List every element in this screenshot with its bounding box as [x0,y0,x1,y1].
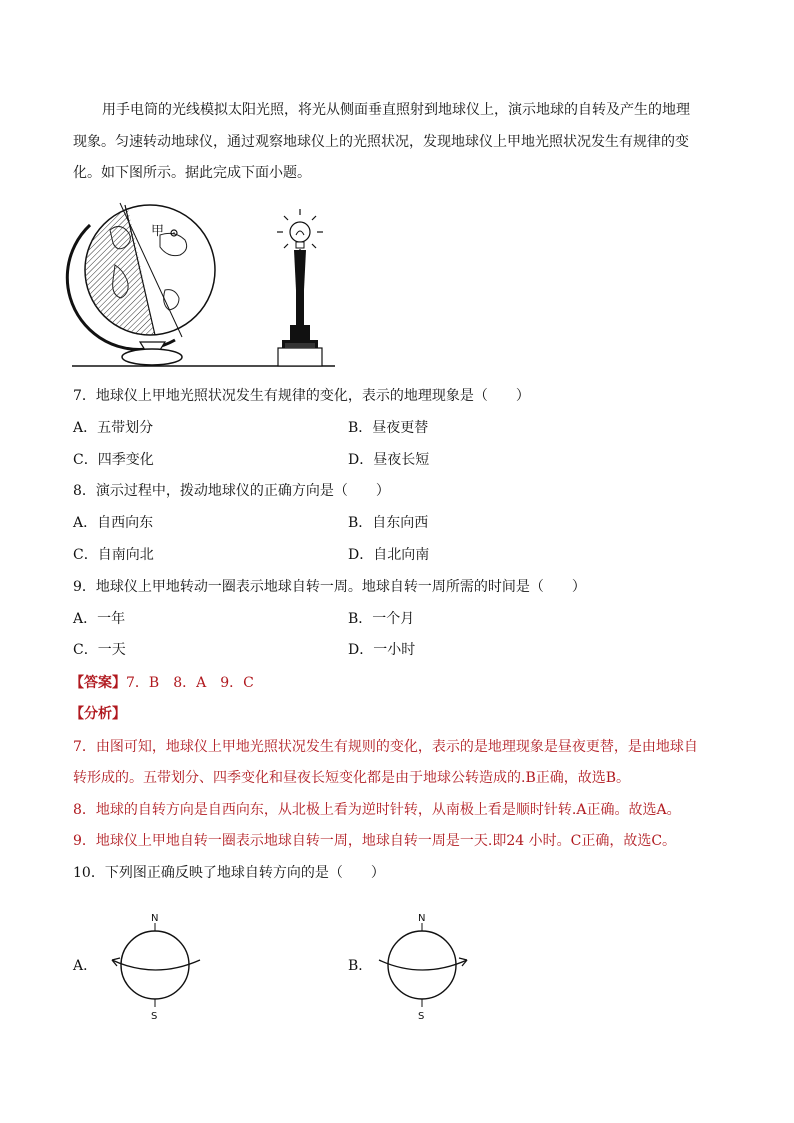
q10-option-a-label: A． [73,958,98,974]
globe-label: 甲 [151,224,165,239]
q8-option-c: C．自南向北 [73,547,154,563]
q7-option-d: D．昼夜长短 [348,452,430,468]
globe-flashlight-figure [70,195,340,370]
south-label: S [151,1011,158,1022]
q9-stem: 9．地球仪上甲地转动一圈表示地球自转一周。地球自转一周所需的时间是（ ） [73,579,586,595]
analysis-line-4: 9．地球仪上甲地自转一圈表示地球自转一周，地球自转一周是一天.即24 小时。C正确，故选C。 [73,833,677,849]
q7-option-b: B．昼夜更替 [348,420,429,436]
q10-stem: 10．下列图正确反映了地球自转方向的是（ ） [73,865,385,881]
q10-option-b-diagram [367,905,487,1025]
answer-line [70,673,254,693]
q10-option-b-label: B． [348,958,373,974]
globe-base [122,349,182,365]
analysis-line-3: 8．地球的自转方向是自西向东，从北极上看为逆时针转，从南极上看是顺时针转.A正确。故选A。 [73,802,681,818]
analysis-line-2: 转形成的。五带划分、四季变化和昼夜长短变化都是由于地球公转造成的.B正确，故选B。 [73,770,631,786]
q7-stem: 7．地球仪上甲地光照状况发生有规律的变化，表示的地理现象是（ ） [73,388,530,404]
intro-line-3: 化。如下图所示。据此完成下面小题。 [73,165,311,181]
north-label: N [418,913,426,924]
intro-line-1: 用手电筒的光线模拟太阳光照，将光从侧面垂直照射到地球仪上，演示地球的自转及产生的地理 [102,102,690,118]
q10-option-a-diagram [100,905,220,1025]
q7-option-c: C．四季变化 [73,452,154,468]
q7-option-a: A．五带划分 [73,420,154,436]
q8-option-b: B．自东向西 [348,515,429,531]
q9-option-c: C．一天 [73,642,126,658]
q9-option-a: A．一年 [73,611,126,627]
flashlight-icon [277,209,323,366]
intro-line-2: 现象。匀速转动地球仪，通过观察地球仪上的光照状况，发现地球仪上甲地光照状况发生有规律的变 [73,134,689,150]
q8-option-d: D．自北向南 [348,547,430,563]
q9-option-b: B．一个月 [348,611,415,627]
answer-body: 7．B 8．A 9．C [126,675,254,691]
analysis-line-1: 7．由图可知，地球仪上甲地光照状况发生有规则的变化，表示的是地理现象是昼夜更替，是由地球自 [73,739,698,755]
q8-option-a: A．自西向东 [73,515,154,531]
south-label: S [418,1011,425,1022]
q8-stem: 8．演示过程中，拨动地球仪的正确方向是（ ） [73,483,390,499]
north-label: N [151,913,159,924]
q9-option-d: D．一小时 [348,642,416,658]
answer-head: 【答案】 [70,675,126,691]
analysis-head: 【分析】 [70,706,126,722]
